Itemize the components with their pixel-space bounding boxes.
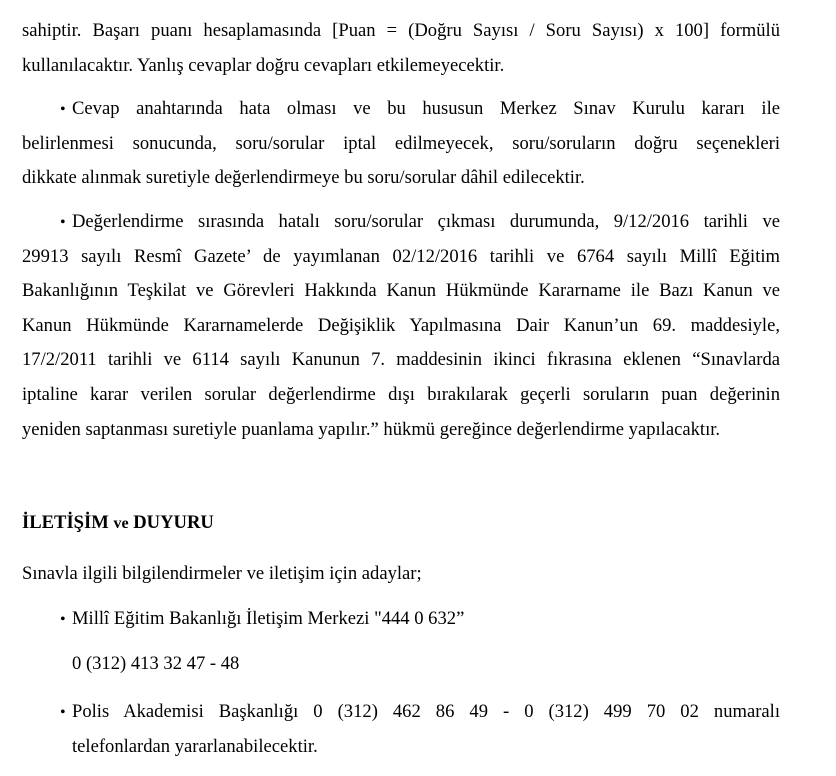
paragraph-line: iptaline karar verilen sorular değerlendirme dışı bırakılarak geçerli soruların puan değerinin bbox=[22, 383, 780, 405]
paragraph-line-text: Cevap anahtarında hata olması ve bu hususun Merkez Sınav Kurulu kararı ile bbox=[72, 98, 780, 119]
section-heading-contact bbox=[22, 508, 214, 539]
contact-line: telefonlardan yararlanabilecektir. bbox=[72, 735, 318, 757]
heading-part: DUYURU bbox=[133, 512, 214, 533]
contact-line bbox=[60, 602, 780, 637]
paragraph-line-text: Değerlendirme sırasında hatalı soru/sorular çıkması durumunda, 9/12/2016 tarihli ve bbox=[72, 211, 780, 232]
paragraph-scoring-formula bbox=[22, 14, 780, 83]
contact-text: Polis Akademisi Başkanlığı 0 (312) 462 86 49 - 0 (312) 499 70 02 numaralı bbox=[72, 701, 780, 722]
paragraph-line: Bakanlığının Teşkilat ve Görevleri Hakkında Kanun Hükmünde Kararname ile Bazı Kanun ve bbox=[22, 280, 780, 302]
paragraph-line: sahiptir. Başarı puanı hesaplamasında [Puan = (Doğru Sayısı / Soru Sayısı) x 100] formülü bbox=[22, 20, 780, 41]
contact-item-police-academy bbox=[60, 695, 780, 764]
bullet-icon: • bbox=[60, 611, 66, 628]
paragraph-line: Kanun Hükmünde Kararnamelerde Değişiklik Yapılmasına Dair Kanun’un 69. maddesiyle, bbox=[22, 314, 780, 336]
paragraph-line: yeniden saptanması suretiyle puanlama yapılır.” hükmü gereğince değerlendirme yapılacaktır. bbox=[22, 418, 721, 440]
contact-item-ministry bbox=[60, 602, 780, 637]
contact-intro: Sınavla ilgili bilgilendirmeler ve iletişim için adaylar; bbox=[22, 563, 422, 584]
heading-part: İLETİŞİM bbox=[22, 512, 109, 533]
paragraph-line: 17/2/2011 tarihli ve 6114 sayılı Kanunun 7. maddesinin ikinci fıkrasına eklenen “Sınavlarda bbox=[22, 349, 780, 371]
bullet-icon: • bbox=[60, 704, 66, 721]
paragraph-line bbox=[22, 92, 780, 127]
paragraph-line bbox=[22, 205, 780, 240]
paragraph-line: kullanılacaktır. Yanlış cevaplar doğru cevapları etkilemeyecektir. bbox=[22, 54, 505, 76]
bullet-icon: • bbox=[60, 214, 66, 231]
paragraph-faulty-questions bbox=[22, 205, 780, 447]
paragraph-line: 29913 sayılı Resmî Gazete’ de yayımlanan 02/12/2016 tarihli ve 6764 sayılı Millî Eğitim bbox=[22, 245, 780, 267]
contact-line bbox=[60, 695, 780, 730]
paragraph-answer-key-error bbox=[22, 92, 780, 196]
paragraph-line: dikkate alınmak suretiyle değerlendirmeye bu soru/sorular dâhil edilecektir. bbox=[22, 167, 585, 189]
paragraph-line: belirlenmesi sonucunda, soru/sorular iptal edilmeyecek, soru/soruların doğru seçenekleri bbox=[22, 132, 780, 154]
bullet-icon: • bbox=[60, 101, 66, 118]
heading-part: ve bbox=[113, 515, 129, 532]
contact-text: Millî Eğitim Bakanlığı İletişim Merkezi "444 0 632” bbox=[72, 608, 465, 629]
contact-phone-ministry: 0 (312) 413 32 47 - 48 bbox=[72, 653, 240, 674]
